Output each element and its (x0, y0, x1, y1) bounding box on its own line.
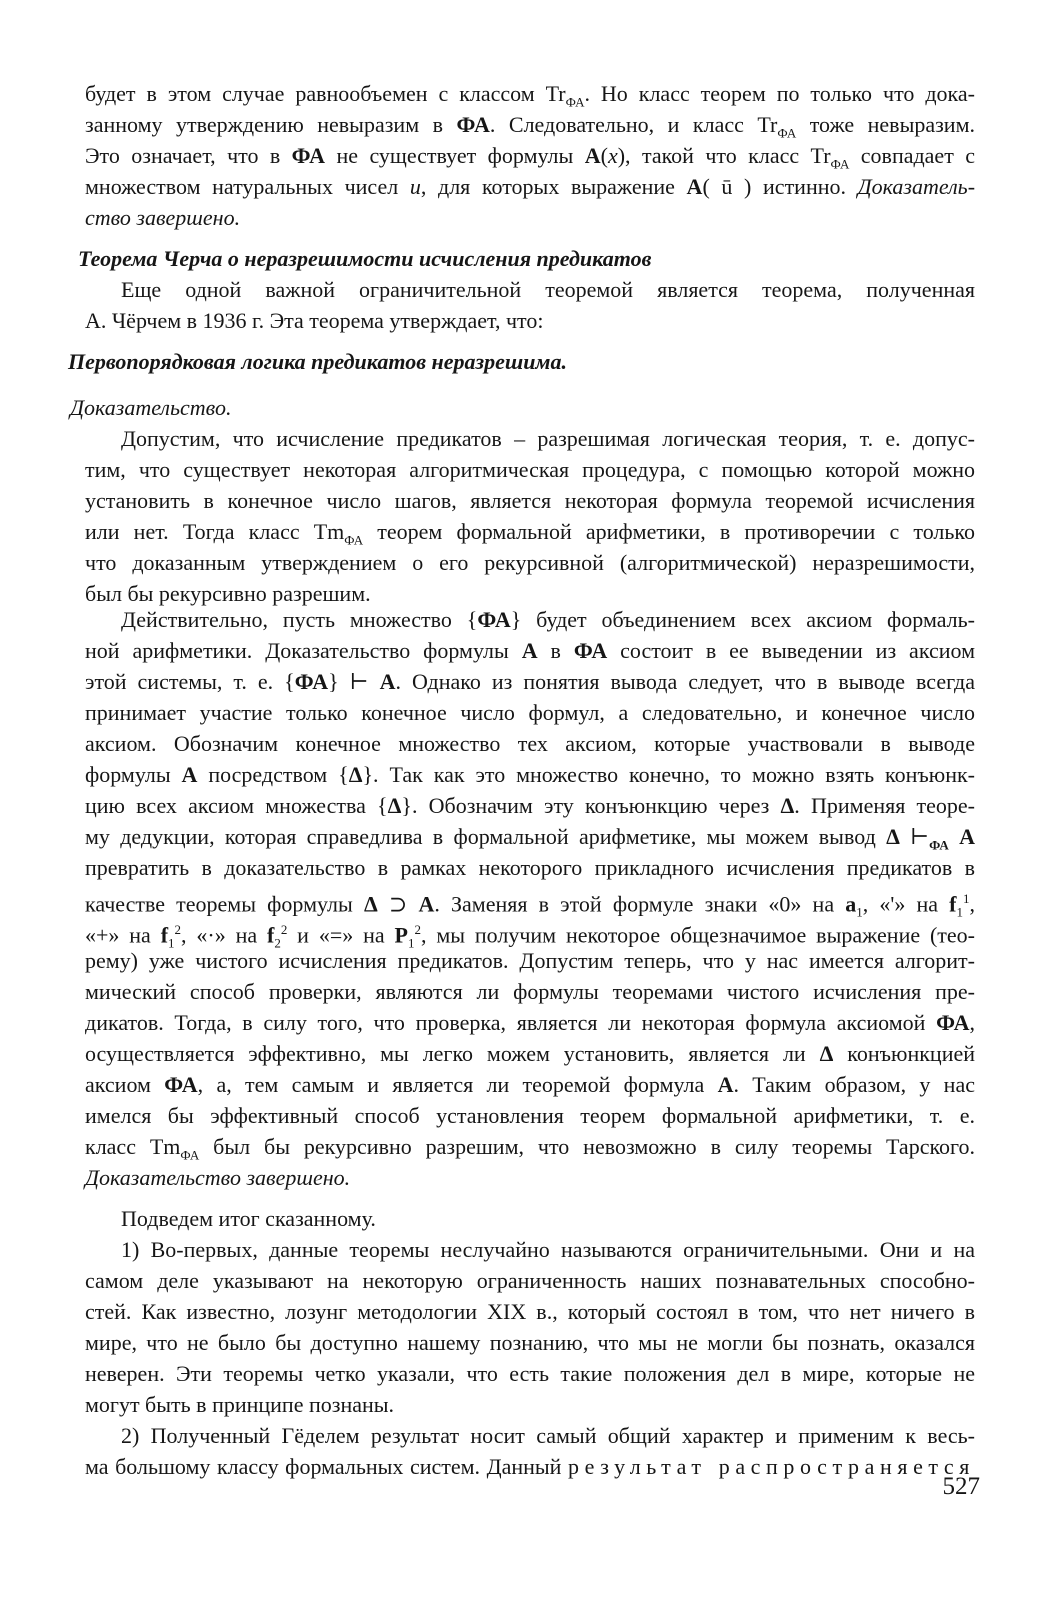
text-line: мире, что не было бы доступно нашему познанию, что мы не могли бы познать, оказался (85, 1330, 975, 1355)
text-line: этой системы, т. е. {ФА} ⊢ A. Однако из понятия вывода следует, что в выводе всегда (85, 669, 975, 694)
text-line: ма большому классу формальных систем. Данный результат распространяется (85, 1454, 976, 1479)
text-line: цию всех аксиом множества {Δ}. Обозначим эту конъюнкцию через Δ. Применяя теоре- (85, 793, 975, 818)
text-line: неверен. Эти теоремы четко указали, что есть такие положения дел в мире, которые не (85, 1361, 975, 1386)
section-heading: Теорема Черча о неразрешимости исчисления предикатов (78, 246, 652, 271)
text-line: что доказанным утверждением о его рекурсивной (алгоритмической) неразрешимости, (85, 550, 975, 575)
text-line: формулы A посредством {Δ}. Так как это множество конечно, то можно взять конъюнк- (85, 762, 976, 787)
text-line: класс $Tm_{ФА}$ был бы рекурсивно разрешим, что невозможно в силу теоремы Тарского. (85, 1134, 976, 1163)
text-line: Доказательство завершено. (85, 1165, 351, 1190)
text-line: «+» на $f_1^2$, «·» на $f_2^2$ и «=» на $P_1^2$, мы получим некоторое общезначимое выражение (тео- (85, 922, 976, 951)
text-line: 2) Полученный Гёделем результат носит самый общий характер и применим к весь- (121, 1423, 975, 1448)
text-line: Еще одной важной ограничительной теоремой является теорема, полученная (121, 277, 975, 302)
text-line: будет в этом случае равнообъемен с классом $Tr_{ФА}$. Но класс теорем по только что дока- (85, 81, 975, 110)
text-line: осуществляется эффективно, мы легко можем установить, является ли Δ конъюнкцией (85, 1041, 976, 1066)
text-line: Подведем итог сказанному. (121, 1206, 376, 1231)
text-line: аксиом. Обозначим конечное множество тех аксиом, которые участвовали в выводе (85, 731, 975, 756)
text-line: А. Чёрчем в 1936 г. Эта теорема утверждает, что: (85, 308, 544, 333)
text-line: был бы рекурсивно разрешим. (85, 581, 371, 606)
text-line: или нет. Тогда класс $Tm_{ФА}$ теорем формальной арифметики, в противоречии с только (85, 519, 975, 548)
text-line: дикатов. Тогда, в силу того, что проверка, является ли некоторая формула аксиомой ФА, (85, 1010, 975, 1035)
text-line: Это означает, что в ФА не существует формулы A(x), такой что класс $Tr_{ФА}$ совпадает с (85, 143, 975, 172)
text-line: принимает участие только конечное число формул, а следовательно, и конечное число (85, 700, 975, 725)
text-line: мический способ проверки, являются ли формулы теоремами чистого исчисления пре- (85, 979, 975, 1004)
page-number: 527 (942, 1473, 980, 1500)
text-line: занному утверждению невыразим в ФА. Следовательно, и класс $Tr_{ФА}$ тоже невыразим. (85, 112, 976, 141)
text-line: му дедукции, которая справедлива в формальной арифметике, мы можем вывод Δ $⊢_{ФА}$ A (85, 824, 976, 853)
text-line: рему) уже чистого исчисления предикатов. Допустим теперь, что у нас имеется алгорит- (85, 948, 975, 973)
text-line: Действительно, пусть множество {ФА} будет объединением всех аксиом формаль- (121, 607, 976, 632)
proof-label: Доказательство. (70, 395, 232, 420)
text-line: могут быть в принципе познаны. (85, 1392, 395, 1417)
text-line: ство завершено. (85, 205, 241, 230)
text-line: самом деле указывают на некоторую ограниченность наших познавательных способно- (85, 1268, 975, 1293)
text-line: превратить в доказательство в рамках некоторого прикладного исчисления предикатов в (85, 855, 975, 880)
text-line: множеством натуральных чисел u, для которых выражение A( ū ) истинно. Доказатель- (85, 174, 976, 199)
text-line: тим, что существует некоторая алгоритмическая процедура, с помощью которой можно (85, 457, 975, 482)
text-line: 1) Во-первых, данные теоремы неслучайно называются ограничительными. Они и на (121, 1237, 975, 1262)
text-line: установить в конечное число шагов, является некоторая формула теоремой исчисления (85, 488, 975, 513)
text-line: имелся бы эффективный способ установления теорем формальной арифметики, т. е. (85, 1103, 975, 1128)
text-line: качестве теоремы формулы Δ ⊃ A. Заменяя в этой формуле знаки «0» на $a_1$, «'» на $f_1^1$, (85, 891, 975, 920)
text-line: стей. Как известно, лозунг методологии XIX в., который состоял в том, что нет ничего в (85, 1299, 975, 1324)
text-line: аксиом ФА, а, тем самым и является ли теоремой формула A. Таким образом, у нас (85, 1072, 975, 1097)
text-line: ной арифметики. Доказательство формулы A в ФА состоит в ее выведении из аксиом (85, 638, 975, 663)
theorem-statement: Первопорядковая логика предикатов неразрешима. (68, 349, 567, 374)
text-line: Допустим, что исчисление предикатов – разрешимая логическая теория, т. е. допус- (121, 426, 975, 451)
